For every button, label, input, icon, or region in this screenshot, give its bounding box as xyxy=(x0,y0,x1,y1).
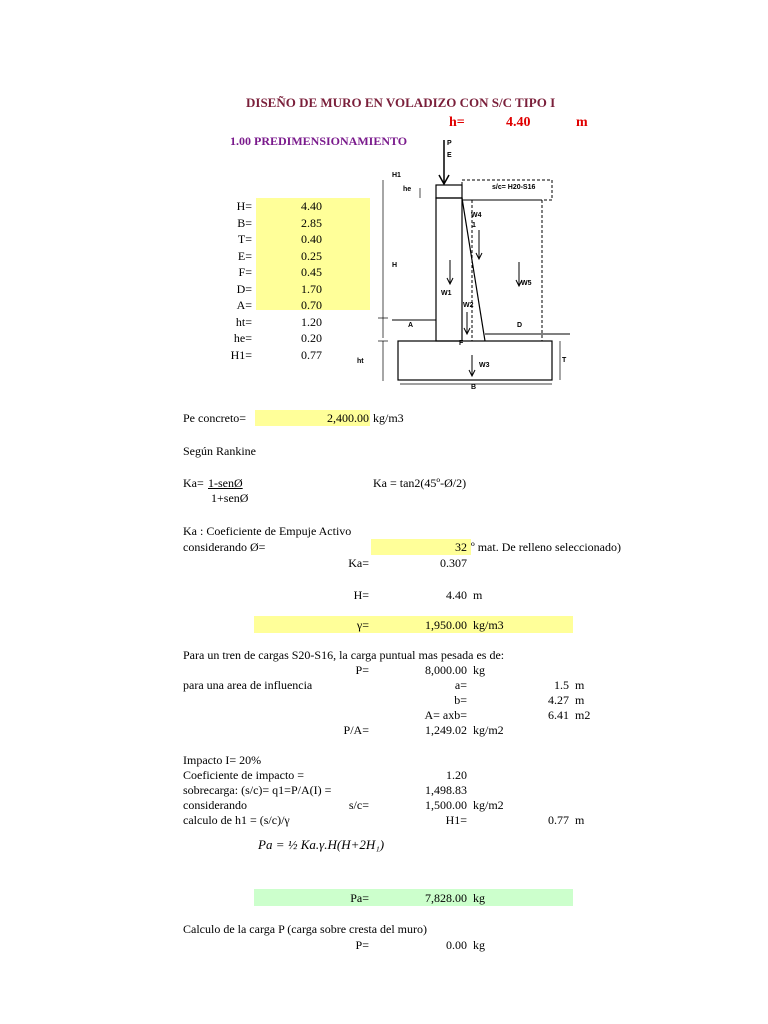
b-unit: m xyxy=(575,693,585,707)
section-predimensionamiento: 1.00 PREDIMENSIONAMIENTO xyxy=(230,134,408,148)
considerando-phi-label: considerando Ø= xyxy=(183,540,266,554)
h-value: 4.40 xyxy=(446,588,467,602)
dim-label: he= xyxy=(233,331,252,345)
b-value: 4.27 xyxy=(548,693,569,707)
pa-formula xyxy=(258,836,384,854)
diagram-label-w2: W2 xyxy=(463,302,474,309)
height-unit: m xyxy=(576,115,588,130)
h1-value: 0.77 xyxy=(548,813,569,827)
diagram-label-ht: ht xyxy=(357,358,364,365)
p-final-unit: kg xyxy=(473,938,485,952)
page-title: DISEÑO DE MURO EN VOLADIZO CON S/C TIPO I xyxy=(246,95,556,110)
dim-value: 0.70 xyxy=(301,298,322,312)
ka-definition: Ka : Coeficiente de Empuje Activo xyxy=(183,524,352,538)
pa-ratio-unit: kg/m2 xyxy=(473,723,504,737)
axb-value: 6.41 xyxy=(548,708,569,722)
dim-value: 0.77 xyxy=(301,347,322,362)
diagram-label-t: T xyxy=(562,357,567,364)
diagram-label-a: A xyxy=(408,322,414,329)
h1-unit: m xyxy=(575,813,585,827)
gamma-unit: kg/m3 xyxy=(473,618,504,632)
dim-label: ht= xyxy=(235,314,252,329)
a-unit: m xyxy=(575,678,585,692)
diagram-label-he: he xyxy=(403,186,412,193)
coef-impacto-value: 1.20 xyxy=(446,768,467,782)
carga-p-text: Calculo de la carga P (carga sobre cresta del muro) xyxy=(183,922,428,936)
dim-label: H= xyxy=(236,199,252,213)
dim-label: H1= xyxy=(230,347,252,362)
pa-ratio-value: 1,249.02 xyxy=(425,723,467,737)
dim-label: D= xyxy=(236,281,252,296)
calculo-h1-label: calculo de h1 = (s/c)/γ xyxy=(183,813,290,827)
p-value: 8,000.00 xyxy=(425,663,467,677)
diagram-label-b: B xyxy=(471,384,477,391)
p-label: P= xyxy=(355,663,369,677)
sc-label: s/c= xyxy=(348,798,369,812)
phi-value: 32 xyxy=(455,540,467,554)
diagram-label-w4b: 1 xyxy=(472,222,476,229)
dim-value: 4.40 xyxy=(301,199,322,213)
dim-value: 0.45 xyxy=(301,265,322,279)
ka-formula-lhs: Ka= xyxy=(183,476,204,490)
considerando-sc-label: considerando xyxy=(183,798,247,812)
a-value: 1.5 xyxy=(554,678,569,692)
diagram-label-sc: s/c= H20-S16 xyxy=(492,184,536,191)
pa-formula-text: Pa = ½ Ka.γ.H(H+2H₁) xyxy=(258,837,385,852)
dim-label: A= xyxy=(236,298,252,312)
impacto-text: Impacto I= 20% xyxy=(183,753,262,767)
dim-value: 0.20 xyxy=(301,331,322,345)
dim-value: 1.20 xyxy=(301,314,322,329)
diagram-label-w3: W3 xyxy=(479,362,490,369)
ka-formula-denominator: 1+senØ xyxy=(211,491,249,505)
pa-ratio-label: P/A= xyxy=(343,723,369,737)
dim-value: 0.25 xyxy=(301,248,322,263)
diagram-label-h: H xyxy=(392,262,398,269)
p-unit: kg xyxy=(473,663,485,677)
pe-concreto-unit: kg/m3 xyxy=(373,411,404,425)
dim-label: E= xyxy=(237,248,252,263)
dim-value: 1.70 xyxy=(301,281,322,296)
tren-text: Para un tren de cargas S20-S16, la carga puntual mas pesada es de: xyxy=(183,648,505,662)
coef-impacto-label: Coeficiente de impacto = xyxy=(183,768,305,782)
gamma-value: 1,950.00 xyxy=(425,618,467,632)
dim-value: 2.85 xyxy=(301,215,322,230)
pa-value: 7,828.00 xyxy=(425,891,467,905)
dim-label: B= xyxy=(237,215,252,230)
axb-unit: m2 xyxy=(575,708,591,722)
sc-unit: kg/m2 xyxy=(473,798,504,812)
diagram-label-w4: W4 xyxy=(471,212,482,219)
diagram-label-p: P xyxy=(447,140,452,147)
h-unit: m xyxy=(473,588,483,602)
diagram-label-d: D xyxy=(517,322,523,329)
b-label: b= xyxy=(454,693,467,707)
gamma-label: γ= xyxy=(356,618,369,632)
height-value: 4.40 xyxy=(506,115,531,130)
area-text: para una area de influencia xyxy=(183,678,313,692)
p-final-value: 0.00 xyxy=(446,938,467,952)
pa-label: Pa= xyxy=(350,891,369,905)
dim-label: T= xyxy=(237,232,252,246)
ka-formula-numerator: 1-senØ xyxy=(208,476,243,490)
ka-formula-alt: Ka = tan2(45º-Ø/2) xyxy=(373,476,467,490)
sobrecarga-value: 1,498.83 xyxy=(425,783,467,797)
a-label: a= xyxy=(454,678,467,692)
sobrecarga-label: sobrecarga: (s/c)= q1=P/A(I) = xyxy=(183,783,332,797)
diagram-label-h1: H1 xyxy=(392,172,401,179)
pe-concreto-label: Pe concreto= xyxy=(183,411,247,425)
rankine-text: Según Rankine xyxy=(183,444,256,458)
ka-value: 0.307 xyxy=(440,556,467,570)
axb-label: A= axb= xyxy=(424,708,467,722)
h1-label: H1= xyxy=(445,813,467,827)
diagram-label-f: F xyxy=(459,340,464,347)
dim-label: F= xyxy=(238,265,252,279)
pa-unit: kg xyxy=(473,891,485,905)
phi-note: º mat. De relleno seleccionado) xyxy=(471,540,621,554)
pe-concreto-value: 2,400.00 xyxy=(327,411,369,425)
dim-value: 0.40 xyxy=(301,232,322,246)
p-final-label: P= xyxy=(355,938,369,952)
height-label: h= xyxy=(449,115,465,130)
sc-value: 1,500.00 xyxy=(425,798,467,812)
diagram-label-e: E xyxy=(447,152,452,159)
h-label: H= xyxy=(353,588,369,602)
ka-label: Ka= xyxy=(348,556,369,570)
diagram-label-w1: W1 xyxy=(441,290,452,297)
diagram-label-w5: W5 xyxy=(521,280,532,287)
